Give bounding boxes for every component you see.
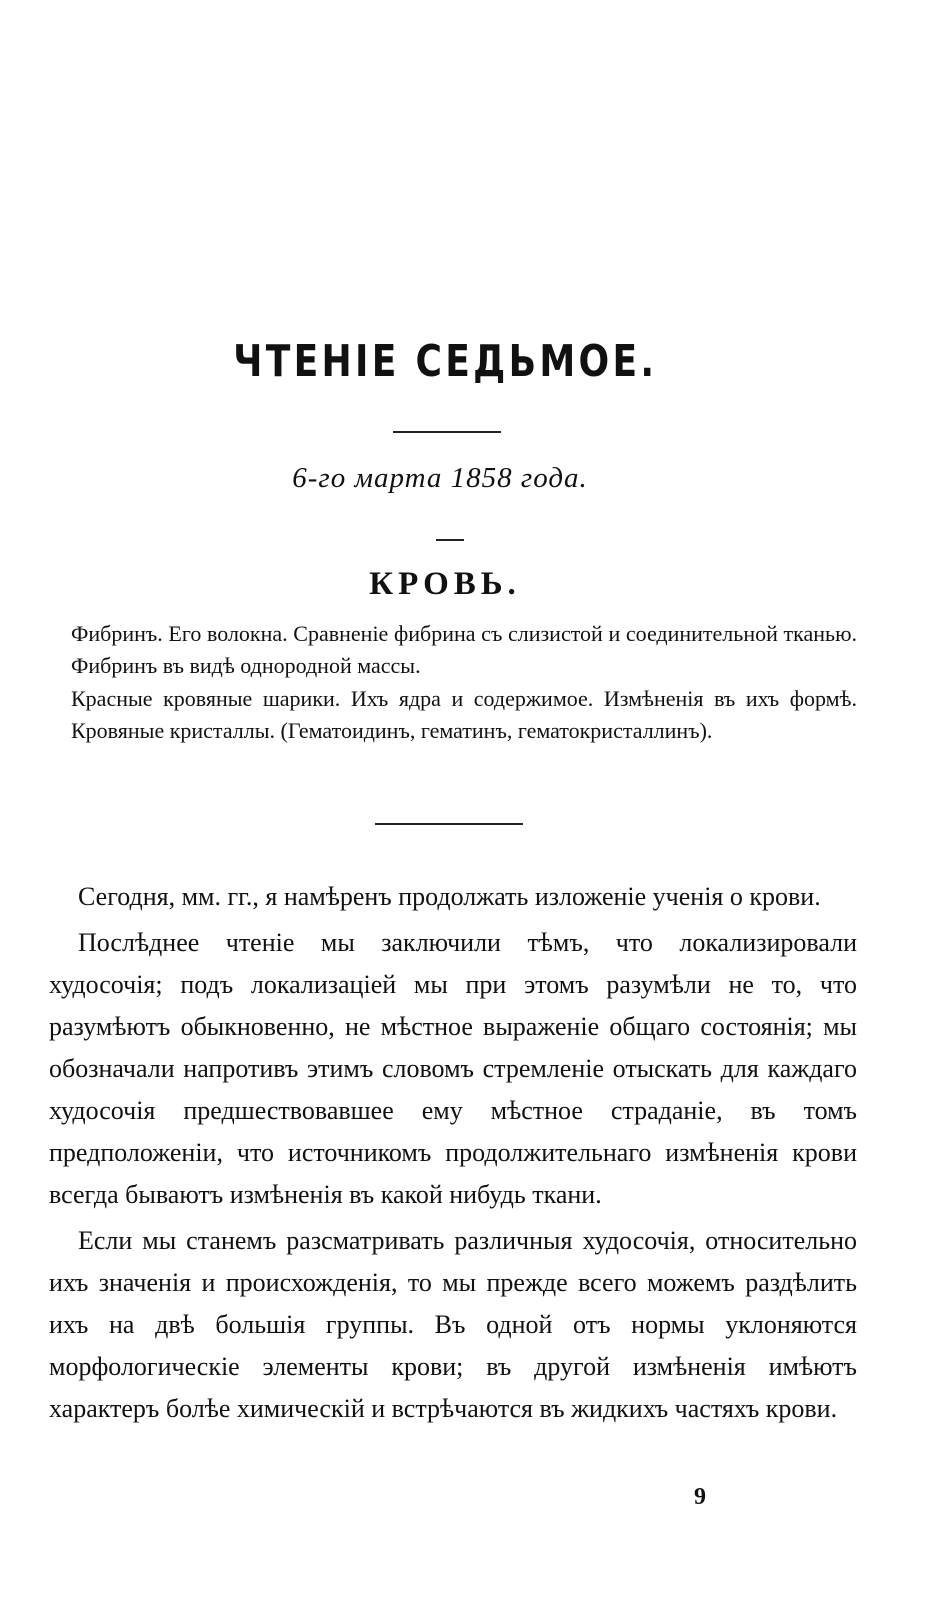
summary-divider bbox=[375, 823, 523, 825]
body-paragraph: Сегодня, мм. гг., я намѣренъ продолжать изложеніе ученія о крови. bbox=[78, 882, 821, 911]
chapter-title: ЧТЕНІЕ СЕДЬМОЕ. bbox=[233, 336, 658, 387]
title-divider bbox=[393, 431, 501, 433]
chapter-summary bbox=[71, 618, 857, 746]
summary-paragraph: Фибринъ. Его волокна. Сравненіе фибрина съ слизистой и соединительной тканью. Фибринъ въ видѣ однородной массы. bbox=[71, 621, 857, 678]
body-paragraph: Если мы станемъ разсматривать различныя худосочія, относительно ихъ значенія и происхожденія, то мы прежде всего можемъ раздѣлить ихъ на двѣ большія группы. Въ одной отъ нормы уклоняются морфологическіе элементы крови; въ другой измѣненія имѣютъ характеръ болѣе химическій и встрѣчаются въ жидкихъ частяхъ крови. bbox=[49, 1226, 857, 1423]
summary-paragraph: Красные кровяные шарики. Ихъ ядра и содержимое. Измѣненія въ ихъ формѣ. Кровяные кристаллы. (Гематоидинъ, гематинъ, гематокристаллинъ). bbox=[71, 686, 857, 743]
date-divider bbox=[436, 539, 464, 541]
body-paragraph: Послѣднее чтеніе мы заключили тѣмъ, что локализировали худосочія; подъ локализаціей мы при этомъ разумѣли не то, что разумѣютъ обыкновенно, не мѣстное выраженіе общаго состоянія; мы обозначали напротивъ этимъ словомъ стремленіе отыскать для каждаго худосочія предшествовавшее ему мѣстное страданіе, въ томъ предположеніи, что источникомъ продолжительнаго измѣненія крови всегда бываютъ измѣненія въ какой нибудь ткани. bbox=[49, 928, 857, 1209]
section-heading: КРОВЬ. bbox=[369, 566, 521, 602]
body-text bbox=[49, 876, 857, 1430]
page-number: 9 bbox=[694, 1484, 706, 1510]
lecture-date: 6-го марта 1858 года. bbox=[292, 462, 588, 494]
